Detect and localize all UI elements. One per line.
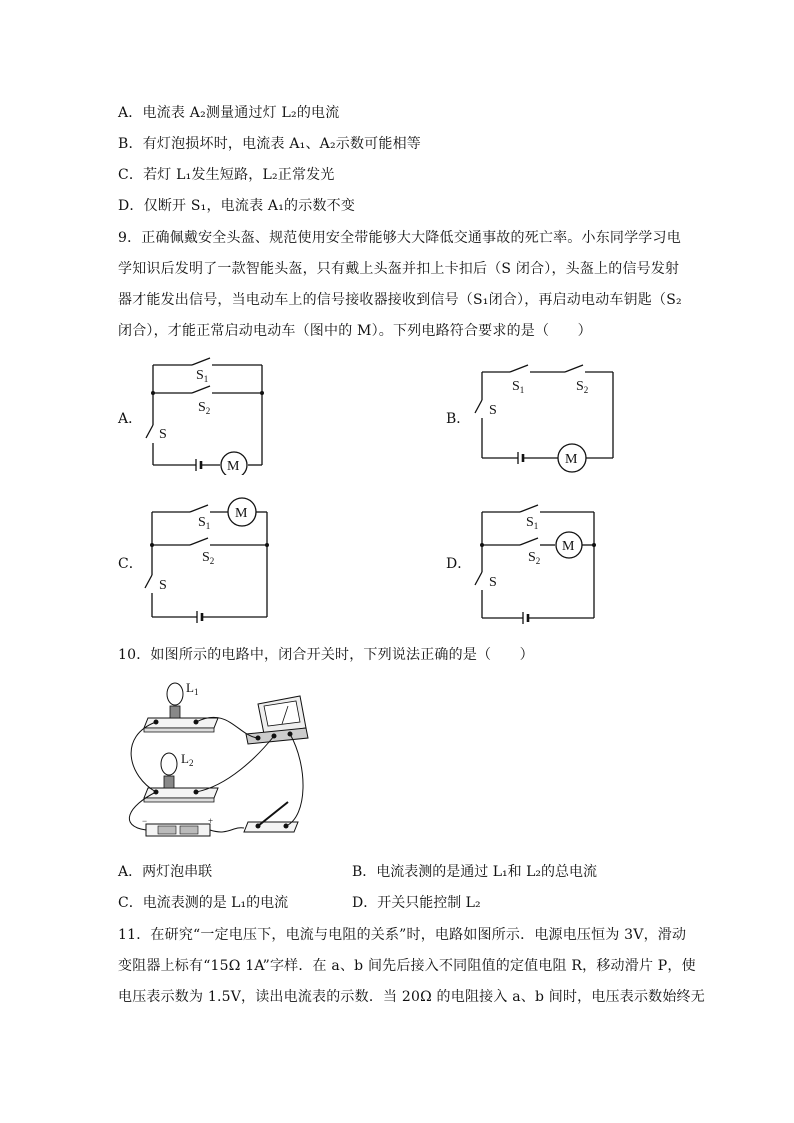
q10-stem: 10．如图所示的电路中，闭合开关时，下列说法正确的是（ ） — [118, 647, 534, 663]
q10-option-a: A．两灯泡串联 — [118, 864, 213, 880]
q9-stem-line-2: 学知识后发明了一款智能头盔，只有戴上头盔并扣上卡扣后（S 闭合），头盔上的信号发射 — [118, 261, 680, 277]
q8-option-a: A．电流表 A₂测量通过灯 L₂的电流 — [118, 105, 340, 121]
q10-apparatus-diagram — [118, 676, 338, 846]
svg-text:S: S — [489, 575, 497, 590]
q10-option-b: B．电流表测的是通过 L₁和 L₂的总电流 — [352, 864, 598, 880]
svg-text:S2: $S_2$ — [528, 550, 541, 566]
svg-text:L1: $L_1$ — [186, 680, 199, 697]
q9-stem-line-1: 9．正确佩戴安全头盔、规范使用安全带能够大大降低交通事故的死亡率。小东同学学习电 — [118, 230, 681, 246]
q9-label-a: A． — [118, 411, 143, 427]
q9-circuit-b — [470, 360, 620, 475]
svg-text:L2: $L_2$ — [181, 751, 194, 768]
svg-text:S2: $S_2$ — [198, 400, 211, 416]
q10-option-d: D．开关只能控制 L₂ — [352, 895, 481, 911]
q9-circuit-d — [470, 502, 605, 627]
svg-text:S1: $S_1$ — [512, 379, 525, 395]
q9-stem-line-4: 闭合），才能正常启动电动车（图中的 M）。下列电路符合要求的是（ ） — [118, 323, 592, 339]
sym-s1: S — [196, 368, 204, 383]
q9-circuit-a — [140, 350, 280, 475]
ammeter — [246, 696, 308, 744]
q8-option-b: B．有灯泡损坏时，电流表 A₁、A₂示数可能相等 — [118, 136, 421, 152]
svg-text:S2: $S_2$ — [202, 550, 215, 566]
q9-label-d: D． — [446, 556, 472, 572]
svg-text:S2: $S_2$ — [576, 379, 589, 395]
q8-option-d: D．仅断开 S₁，电流表 A₁的示数不变 — [118, 198, 356, 214]
svg-text:S1: $S_1$ — [526, 515, 539, 531]
sym-s2: S — [198, 400, 206, 415]
svg-text:M: M — [562, 539, 575, 554]
svg-text:S: S — [489, 403, 497, 418]
svg-text:M: M — [235, 506, 248, 521]
bulb-l2 — [144, 751, 218, 802]
bulb-l1 — [144, 680, 218, 732]
q8-option-c: C．若灯 L₁发生短路，L₂正常发光 — [118, 167, 335, 183]
svg-text:−: − — [142, 816, 148, 826]
knife-switch — [244, 802, 298, 832]
q9-stem-line-3: 器才能发出信号，当电动车上的信号接收器接收到信号（S₁闭合），再启动电动车钥匙（S₂ — [118, 292, 682, 308]
svg-text:S1: $S_1$ — [198, 515, 211, 531]
q9-label-b: B． — [446, 411, 471, 427]
motor-label: M — [227, 459, 240, 474]
sym-s: S — [159, 427, 167, 442]
svg-text:S: S — [159, 578, 167, 593]
svg-text:M: M — [565, 452, 578, 467]
q9-circuit-c — [140, 497, 280, 625]
q11-stem-line-1: 11．在研究“一定电压下，电流与电阻的关系”时，电路如图所示．电源电压恒为 3V，滑动 — [118, 927, 687, 943]
q9-label-c: C． — [118, 556, 143, 572]
svg-text:+: + — [208, 816, 214, 826]
q11-stem-line-3: 电压表示数为 1.5V，读出电流表的示数．当 20Ω 的电阻接入 a、b 间时，电压表示数始终无 — [118, 989, 705, 1005]
q11-stem-line-2: 变阻器上标有“15Ω 1A”字样．在 a、b 间先后接入不同阻值的定值电阻 R，移动滑片 P，使 — [118, 958, 696, 974]
q10-option-c: C．电流表测的是 L₁的电流 — [118, 895, 289, 911]
battery-pack — [142, 816, 213, 836]
svg-text:S1: $S_1$ — [196, 368, 209, 384]
